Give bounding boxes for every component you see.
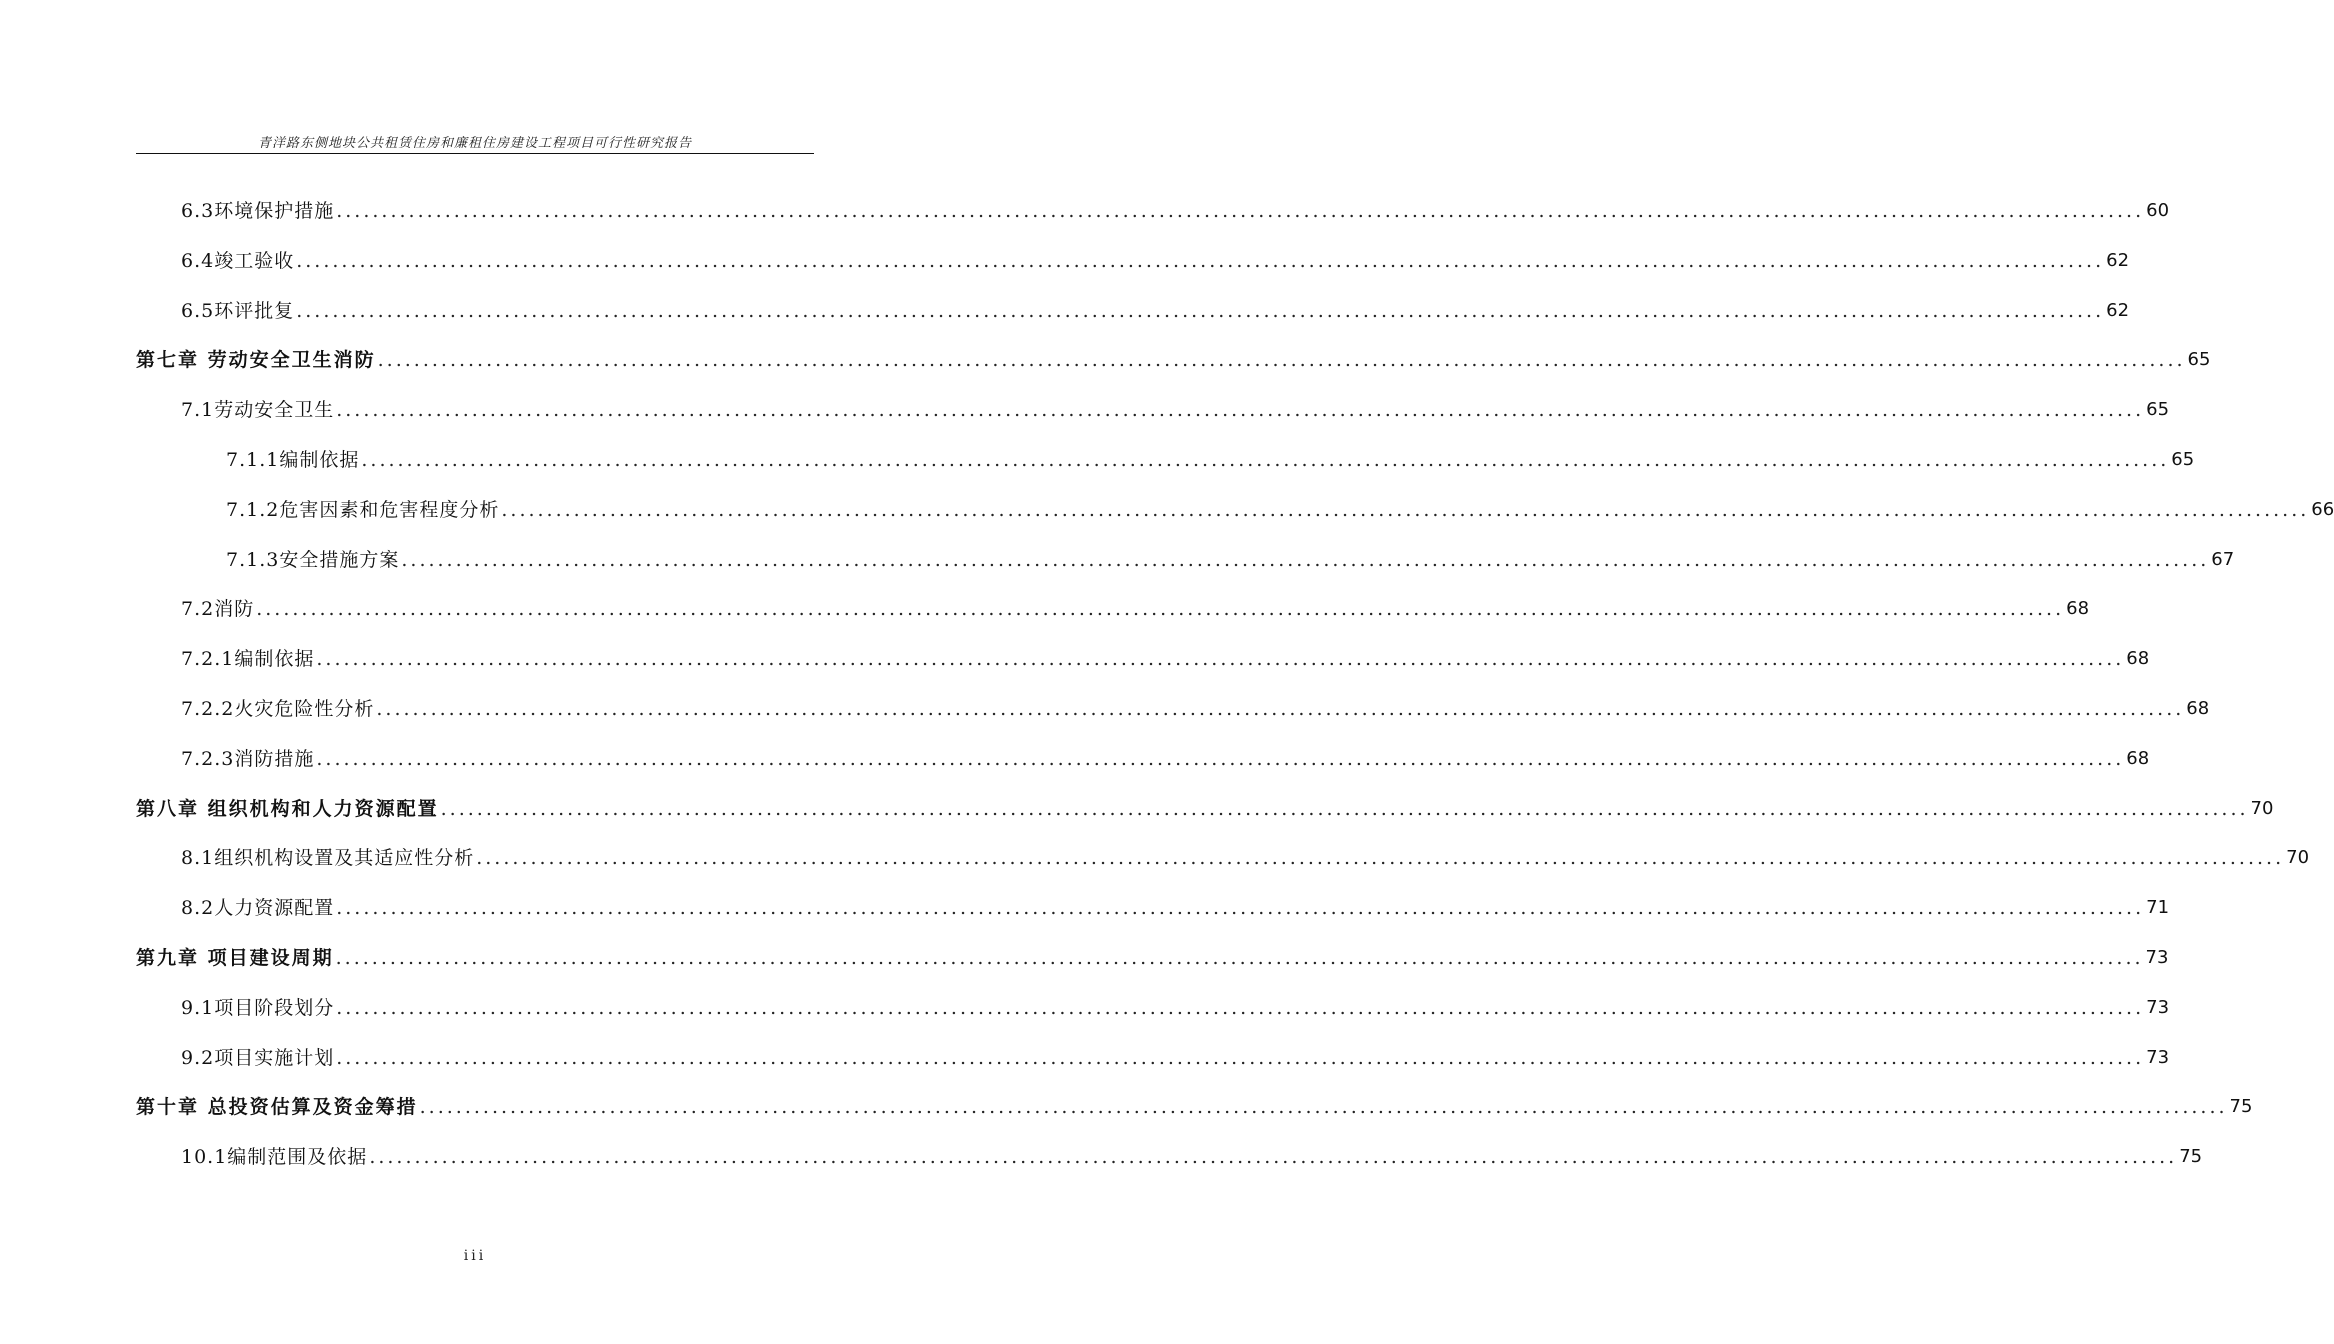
toc-section-entry[interactable] [226, 445, 2195, 475]
dot-leader: ........................................................................................................................................................................................................ [401, 549, 2210, 571]
dot-leader: ........................................................................................................................................................................................................ [335, 947, 2144, 969]
toc-entry-title: 6.5环评批复 [181, 300, 295, 322]
toc-entry-title: 6.3环境保护措施 [181, 200, 335, 222]
toc-entry-title: 7.1.2危害因素和危害程度分析 [226, 499, 500, 521]
toc-entry-title: 第九章 项目建设周期 [136, 947, 334, 969]
toc-entry-title: 9.2项目实施计划 [181, 1047, 335, 1069]
toc-entry-page: 70 [2250, 798, 2274, 819]
dot-leader: ........................................................................................................................................................................................................ [336, 897, 2145, 919]
dot-leader: ........................................................................................................................................................................................................ [316, 748, 2125, 770]
dot-leader: ........................................................................................................................................................................................................ [361, 449, 2170, 471]
toc-entry-page: 65 [2146, 399, 2170, 420]
toc-entry-page: 62 [2106, 300, 2130, 321]
toc-entry-title: 9.1项目阶段划分 [181, 997, 335, 1019]
running-header: 青洋路东侧地块公共租赁住房和廉租住房建设工程项目可行性研究报告 [257, 136, 692, 151]
dot-leader: ........................................................................................................................................................................................................ [377, 349, 2186, 371]
toc-entry-page: 73 [2145, 947, 2169, 968]
toc-section-entry[interactable] [181, 246, 2130, 276]
toc-entry-page: 67 [2211, 549, 2235, 570]
page-number: iii [463, 1248, 487, 1264]
toc-entry-page: 68 [2186, 698, 2210, 719]
toc-entry-page: 66 [2311, 499, 2334, 520]
toc-entry-page: 71 [2146, 897, 2170, 918]
dot-leader: ........................................................................................................................................................................................................ [501, 499, 2310, 521]
toc-entry-title: 7.1劳动安全卫生 [181, 399, 335, 421]
dot-leader: ........................................................................................................................................................................................................ [336, 997, 2145, 1019]
toc-section-entry[interactable] [181, 1142, 2203, 1172]
toc-section-entry[interactable] [181, 843, 2310, 873]
toc-section-entry[interactable] [181, 196, 2170, 226]
toc-entry-title: 7.2.2火灾危险性分析 [181, 698, 375, 720]
toc-section-entry[interactable] [181, 893, 2170, 923]
toc-section-entry[interactable] [181, 1043, 2170, 1073]
toc-entry-title: 10.1编制范围及依据 [181, 1146, 368, 1168]
toc-section-entry[interactable] [181, 744, 2150, 774]
toc-entry-page: 68 [2066, 598, 2090, 619]
toc-entry-title: 7.1.3安全措施方案 [226, 549, 400, 571]
toc-entry-title: 7.2.1编制依据 [181, 648, 315, 670]
dot-leader: ........................................................................................................................................................................................................ [476, 847, 2285, 869]
toc-entry-title: 7.2消防 [181, 598, 255, 620]
dot-leader: ........................................................................................................................................................................................................ [419, 1096, 2228, 1118]
dot-leader: ........................................................................................................................................................................................................ [256, 598, 2065, 620]
toc-entry-page: 68 [2126, 648, 2150, 669]
toc-section-entry[interactable] [181, 296, 2130, 326]
toc-section-entry[interactable] [181, 395, 2170, 425]
dot-leader: ........................................................................................................................................................................................................ [440, 798, 2249, 820]
toc-chapter-entry[interactable] [136, 345, 2211, 375]
toc-entry-page: 65 [2171, 449, 2195, 470]
toc-entry-page: 60 [2146, 200, 2170, 221]
toc-entry-title: 7.2.3消防措施 [181, 748, 315, 770]
toc-entry-page: 75 [2179, 1146, 2203, 1167]
toc-entry-title: 6.4竣工验收 [181, 250, 295, 272]
dot-leader: ........................................................................................................................................................................................................ [376, 698, 2185, 720]
toc-chapter-entry[interactable] [136, 1092, 2253, 1122]
toc-section-entry[interactable] [181, 644, 2150, 674]
toc-entry-page: 65 [2187, 349, 2211, 370]
toc-entry-page: 62 [2106, 250, 2130, 271]
toc-entry-page: 73 [2146, 1047, 2170, 1068]
toc-entry-title: 7.1.1编制依据 [226, 449, 360, 471]
toc-entry-title: 8.1组织机构设置及其适应性分析 [181, 847, 475, 869]
toc-chapter-entry[interactable] [136, 943, 2169, 973]
toc-entry-page: 73 [2146, 997, 2170, 1018]
dot-leader: ........................................................................................................................................................................................................ [296, 300, 2105, 322]
toc-section-entry[interactable] [181, 594, 2090, 624]
dot-leader: ........................................................................................................................................................................................................ [336, 1047, 2145, 1069]
dot-leader: ........................................................................................................................................................................................................ [336, 399, 2145, 421]
toc-entry-page: 70 [2286, 847, 2310, 868]
toc-section-entry[interactable] [181, 694, 2210, 724]
toc-entry-title: 8.2人力资源配置 [181, 897, 335, 919]
toc-entry-title: 第十章 总投资估算及资金筹措 [136, 1096, 418, 1118]
toc-entry-page: 75 [2229, 1096, 2253, 1117]
dot-leader: ........................................................................................................................................................................................................ [296, 250, 2105, 272]
dot-leader: ........................................................................................................................................................................................................ [336, 200, 2145, 222]
toc-section-entry[interactable] [181, 993, 2170, 1023]
toc-entry-title: 第七章 劳动安全卫生消防 [136, 349, 376, 371]
toc-section-entry[interactable] [226, 545, 2235, 575]
dot-leader: ........................................................................................................................................................................................................ [369, 1146, 2178, 1168]
toc-entry-title: 第八章 组织机构和人力资源配置 [136, 798, 439, 820]
dot-leader: ........................................................................................................................................................................................................ [316, 648, 2125, 670]
toc-entry-page: 68 [2126, 748, 2150, 769]
toc-section-entry[interactable] [226, 495, 2334, 525]
toc-chapter-entry[interactable] [136, 794, 2274, 824]
